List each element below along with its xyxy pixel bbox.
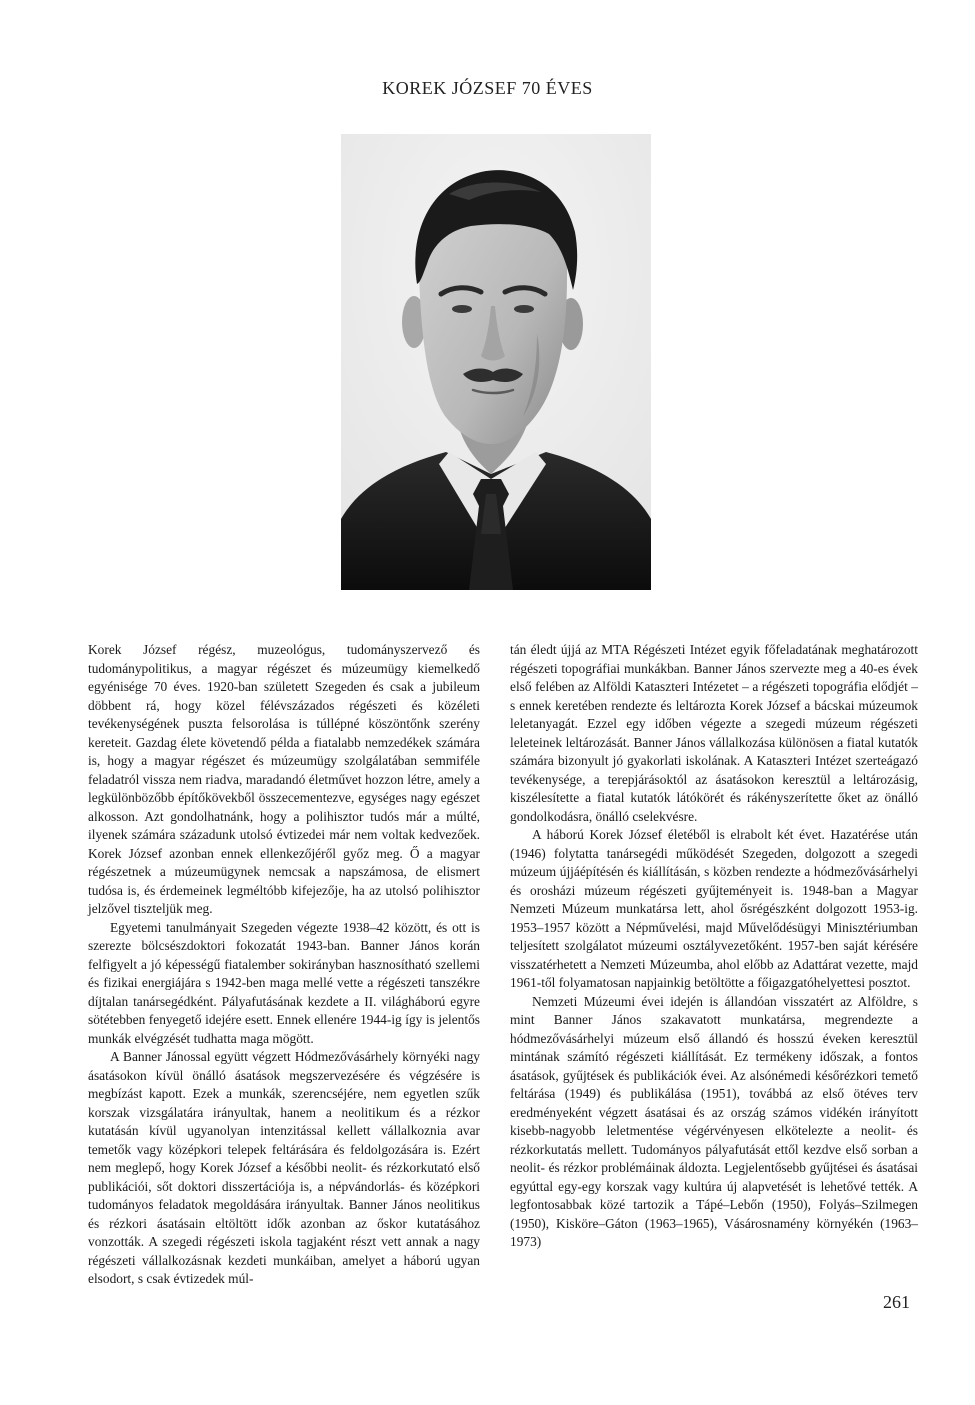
page-number: 261 [883,1292,910,1312]
portrait-photo [341,134,651,590]
paragraph: Nemzeti Múzeumi évei idején is állandóan visszatért az Alföldre, s mint Banner János szakavatott munkatársa, megrendezte a hódmezővásárhelyi múzeum első állandó és hosszú éveken keresztül mintának számító régészeti kiállítását. Ez termékeny időszak, a fontos ásatások, gyűjtések és publikációk évei. Az alsónémedi későrézkori temető feltárása (1949) és publikálása (1951), továbbá az első ötéves terv eredményeként végzett ásatásai és az ország számos vidékén irányított kisebb-nagyobb leletmentése végérvényesen elkötelezte a neolit- és rézkorkutatás mellett. Tudományos pályafutását ettől kezdve első sorban a neolit- és rézkor problémáinak áldozta. Legjelentősebb gyűjtései és ásatásai egyúttal egy-egy korszak vagy kultúra új alapvetését is lehetővé tették. A legfontosabbak közé tartozik a Tápé–Lebőn (1950), Folyás–Szilmegen (1950), Kisköre–Gáton (1963–1965), Vásárosnamény környékén (1963–1973) [510,993,918,1249]
paragraph: A háború Korek József életéből is elrabolt két évet. Hazatérése után (1946) folytatta tanársegédi működését Szegeden, dolgozott a szegedi múzeum újjáépítésén és kiállításán, s közben rendezte a hódmezővásárhelyi és orosházi múzeum régészeti gyűjteményeit is. 1948-ban a Magyar Nemzeti Múzeum munkatársa lett, ahol ősrégészként dolgozott 1953-ig. 1953–1957 között a Népművelési, majd Művelődésügyi Minisztériumban teljesített szolgálatot múzeumi osztályvezetőként. 1957-ben saját kérésére visszatérhetett a Nemzeti Múzeumba, ahol előbb az Adattárat vezette, majd 1961-től folyamatosan napjainkig betöltötte a főigazgatóhelyettesi posztot. [510,827,918,990]
right-text-column [510,641,918,1252]
article-title: KOREK JÓZSEF 70 ÉVES [382,78,593,98]
paragraph: Egyetemi tanulmányait Szegeden végezte 1938–42 között, és ott is szerezte bölcsészdoktori fokozatát 1943-ban. Banner János korán felfigyelt a jó képességű fiatalember sokirányban hasznosítható szellemi és fizikai energiájára s 1942-ben maga mellé vette a régészeti tanszékre díjtalan tanársegédként. Pályafutásának kezdete a II. világháború egyre sötétebben fenyegető idejére esett. Ennek ellenére 1944-ig így is jelentős munkák elvégzését tudhatta maga mögött. [88,919,480,1046]
paragraph: A Banner Jánossal együtt végzett Hódmezővásárhely környéki nagy ásatásokon kívül önálló ásatások megszervezésére és végzésére is megbízást kapott. Ezek a munkák, szerencséjére, nem egyetlen szűk korszak vizsgálatára irányultak, hanem a neolitikum és a rézkor kutatásán kívül ugyanolyan intenzitással kellett vállalkoznia avar temetők vagy középkori telepek feltárására és feldolgozására is. Ezért nem meglepő, hogy Korek József a későbbi neolit- és rézkorkutató első publikációi, sőt doktori disszertációja is, a népvándorlás- és középkori tudományos feladatok megoldására irányultak. Banner János neolitikus és rézkori ásatásain eltöltött idők azonban az őskor kutatásához vonzották. A szegedi régészeti iskola tagjaként részt vett annak a nagy régészeti vállalkozásnak kezdeti munkáiban, amelyet a háború ugyan elsodort, s csak évtizedek múl- [88,1049,480,1286]
portrait-illustration [341,134,651,590]
paragraph: Korek József régész, muzeológus, tudományszervező és tudománypolitikus, a magyar régészet és múzeumügy kiemelkedő egyénisége 70 éves. 1920-ban született Szegeden és csak a jubileum döbbent rá, hogy közel félévszázados régészeti és közéleti tevékenységének puszta felsorolása is túllépné köszöntőnk szerény kereteit. Gazdag élete követendő példa a fiatalabb nemzedékek számára is, hogy a magyar régészet és múzeumügy szolgálatában semmiféle feladatról vissza nem riadva, maradandó életművet hozzon létre, amely a legkülönbözőbb építőkövekből összecementezve, egységes nagy egészet alkosson. Azt gondolhatnánk, hogy a polihisztor tudós már a múlté, ilyenek számára századunk utolsó évtizedei már nem voltak kedvezőek. Korek József azonban ennek ellenkezőjéről győz meg. Ő a magyar régészetnek a múzeumügynek nemcsak a napszámosa, de elismert tudósa is, és érdemeinek legméltóbb kifejezője, ha az utolsó polihisztor jelzővel tiszteljük meg. [88,642,480,916]
left-text-column [88,641,480,1289]
paragraph: tán éledt újjá az MTA Régészeti Intézet egyik főfeladatának meghatározott régészeti topográfiai munkákban. Banner János szervezte meg a 40-es évek első felében az Alföldi Kataszteri Intézetet – a régészeti topográfia elődjét – s ennek keretében rendezte és leltározta Korek József a bácskai múzeumok leletanyagát. Ezzel egy időben végezte a szegedi múzeum régészeti leleteinek leltározását. Banner János vállalkozása különösen a fiatal kutatók számára bizonyult jó gyakorlati iskolának. A Kataszteri Intézet szerteágazó tevékenysége, a terepjárásoktól az ásatásokon keresztül a leltározásig, kiszélesítette a fiatal kutatók látókörét és rákényszerítette őket az önálló gondolkodásra, önálló cselekvésre. [510,642,918,824]
